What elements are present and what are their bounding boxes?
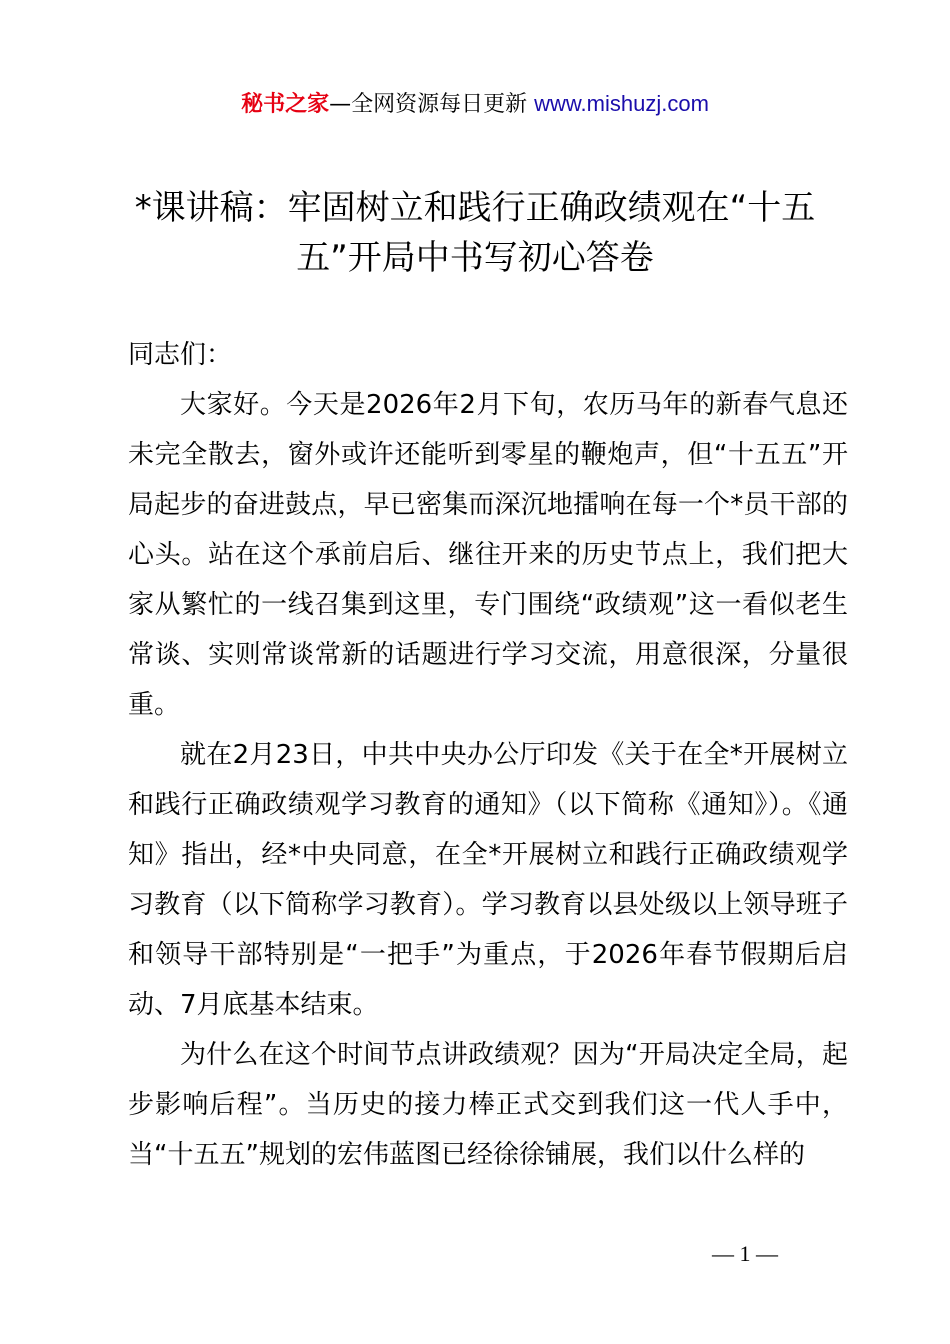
site-header <box>0 88 950 121</box>
document-title: *课讲稿：牢固树立和践行正确政绩观在“十五五”开局中书写初心答卷 <box>134 188 816 278</box>
paragraph: 为什么在这个时间节点讲政绩观？因为“开局决定全局，起步影响后程”。当历史的接力棒正式交到我们这一代人手中，当“十五五”规划的宏伟蓝图已经徐徐铺展，我们以什么样的 <box>128 1040 848 1170</box>
header-tagline: —全网资源每日更新 <box>329 92 528 117</box>
brand-name: 秘书之家 <box>241 92 330 117</box>
paragraph: 大家好。今天是2026年2月下旬，农历马年的新春气息还未完全散去，窗外或许还能听到零星的鞭炮声，但“十五五”开局起步的奋进鼓点，早已密集而深沉地擂响在每一个*员干部的心头。站在这个承前启后、继往开来的历史节点上，我们把大家从繁忙的一线召集到这里，专门围绕“政绩观”这一看似老生常谈、实则常谈常新的话题进行学习交流，用意很深，分量很重。 <box>128 390 848 720</box>
document-body <box>128 330 848 1180</box>
page-number: — 1 — <box>712 1241 778 1266</box>
salutation: 同志们： <box>128 340 233 370</box>
site-url[interactable]: www.mishuzj.com <box>534 91 709 116</box>
paragraph: 就在2月23日，中共中央办公厅印发《关于在全*开展树立和践行正确政绩观学习教育的通知》（以下简称《通知》）。《通知》指出，经*中央同意，在全*开展树立和践行正确政绩观学习教育（以下简称学习教育）。学习教育以县处级以上领导班子和领导干部特别是“一把手”为重点，于2026年春节假期后启动、7月底基本结束。 <box>128 740 848 1020</box>
